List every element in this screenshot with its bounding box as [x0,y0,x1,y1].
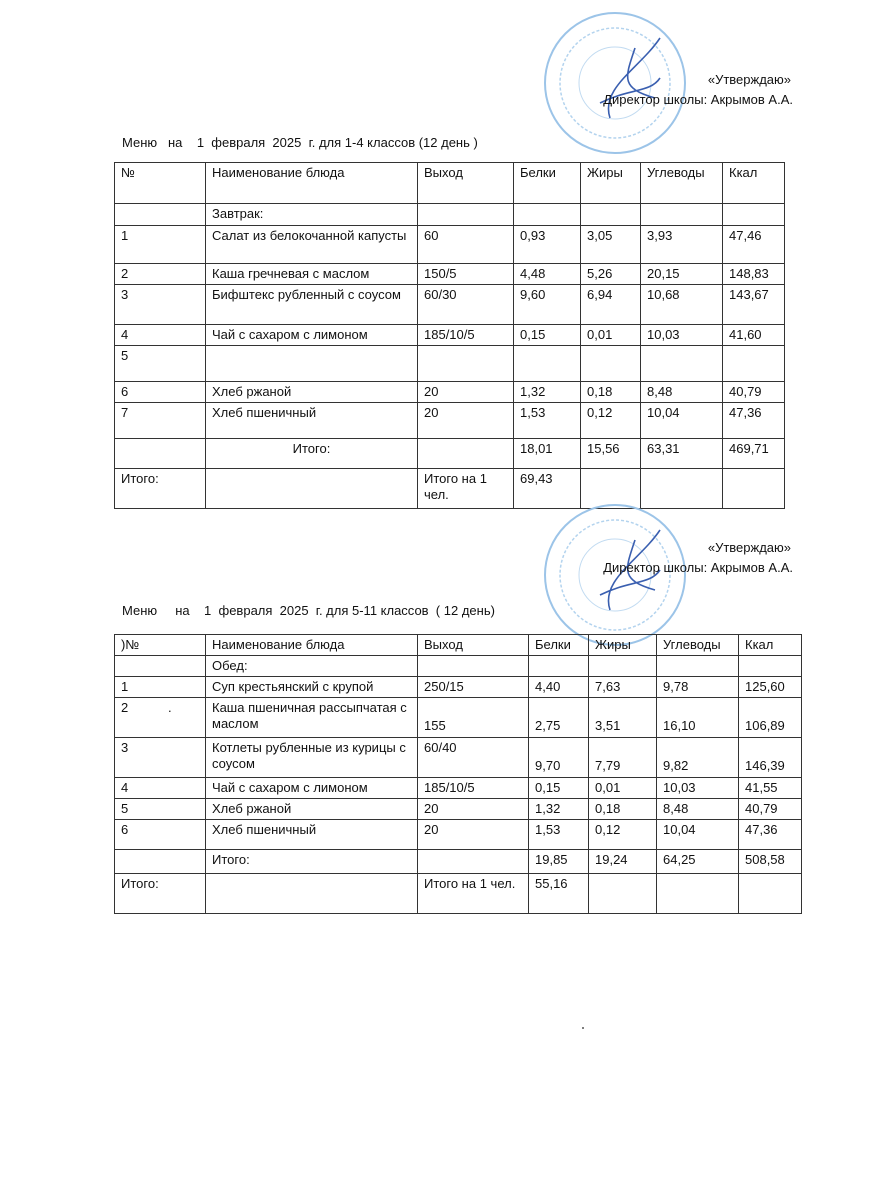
subtotal-label: Итого: [206,850,418,874]
cell-protein: 0,15 [529,778,589,799]
header-number: )№ [115,635,206,656]
table-row [115,382,785,403]
approval-block-1 [603,70,793,110]
cell-carbs: 10,03 [641,325,723,346]
cell-fat: 7,63 [589,677,657,698]
cell-protein: 1,53 [514,403,581,439]
table-row [115,346,785,382]
subtotal-protein: 19,85 [529,850,589,874]
menu-title-2: Меню на 1 февраля 2025 г. для 5-11 классов ( 12 день) [122,603,495,618]
cell-fat: 6,94 [581,285,641,325]
cell-carbs: 10,03 [657,778,739,799]
subtotal-fat: 15,56 [581,439,641,469]
cell-carbs: 16,10 [657,698,739,738]
cell-dish: Хлеб пшеничный [206,403,418,439]
cell-protein: 2,75 [529,698,589,738]
header-kcal: Ккал [739,635,802,656]
cell-number: 6 [115,382,206,403]
cell-number: 7 [115,403,206,439]
menu-table-2 [114,634,802,914]
header-fat: Жиры [581,163,641,204]
header-kcal: Ккал [723,163,785,204]
table-row [115,226,785,264]
cell-output: 185/10/5 [418,325,514,346]
cell-kcal: 47,46 [723,226,785,264]
per-person-value: 69,43 [514,469,581,509]
cell-kcal: 47,36 [723,403,785,439]
header-protein: Белки [529,635,589,656]
section-row [115,656,802,677]
cell-number: 3 [115,738,206,778]
subtotal-row [115,439,785,469]
header-carbs: Углеводы [641,163,723,204]
cell-kcal: 148,83 [723,264,785,285]
approval-heading: «Утверждаю» [707,72,791,87]
header-number: № [115,163,206,204]
cell-dish: Чай с сахаром с лимоном [206,778,418,799]
cell-fat: 0,12 [589,820,657,850]
total-label: Итого: [115,874,206,914]
cell-output: 185/10/5 [418,778,529,799]
cell-carbs: 10,68 [641,285,723,325]
cell-number: 1 [115,677,206,698]
cell-kcal: 47,36 [739,820,802,850]
cell-kcal: 146,39 [739,738,802,778]
cell-protein: 9,70 [529,738,589,778]
table-row [115,285,785,325]
cell-number: 2 . [115,698,206,738]
cell-fat: 7,79 [589,738,657,778]
per-person-label: Итого на 1 чел. [418,874,529,914]
cell-carbs: 9,78 [657,677,739,698]
cell-output: 250/15 [418,677,529,698]
cell-protein [514,346,581,382]
subtotal-kcal: 469,71 [723,439,785,469]
cell-dish: Хлеб пшеничный [206,820,418,850]
subtotal-carbs: 63,31 [641,439,723,469]
approval-director: Директор школы: Акрымов А.А. [603,92,793,107]
cell-dish [206,346,418,382]
cell-kcal: 40,79 [739,799,802,820]
cell-dish: Хлеб ржаной [206,799,418,820]
table-row [115,799,802,820]
cell-number: 5 [115,799,206,820]
cell-carbs: 8,48 [657,799,739,820]
cell-kcal: 143,67 [723,285,785,325]
cell-carbs: 10,04 [641,403,723,439]
cell-fat [581,346,641,382]
cell-fat: 3,05 [581,226,641,264]
total-label: Итого: [115,469,206,509]
table-header-row [115,635,802,656]
approval-block-2 [603,538,793,578]
menu-title-1: Меню на 1 февраля 2025 г. для 1-4 классов (12 день ) [122,135,478,150]
cell-protein: 9,60 [514,285,581,325]
cell-output: 60/30 [418,285,514,325]
cell-number: 6 [115,820,206,850]
per-person-label: Итого на 1 чел. [418,469,514,509]
cell-protein: 0,15 [514,325,581,346]
cell-fat: 0,01 [589,778,657,799]
cell-fat: 5,26 [581,264,641,285]
per-person-value: 55,16 [529,874,589,914]
subtotal-label: Итого: [206,439,418,469]
section-row [115,204,785,226]
subtotal-carbs: 64,25 [657,850,739,874]
cell-carbs: 9,82 [657,738,739,778]
cell-number: 5 [115,346,206,382]
cell-protein: 1,32 [514,382,581,403]
cell-output: 20 [418,403,514,439]
cell-number: 3 [115,285,206,325]
table-header-row [115,163,785,204]
cell-output: 20 [418,382,514,403]
approval-director: Директор школы: Акрымов А.А. [603,560,793,575]
table-row [115,738,802,778]
cell-dish: Чай с сахаром с лимоном [206,325,418,346]
cell-kcal: 41,60 [723,325,785,346]
table-row [115,698,802,738]
cell-kcal: 41,55 [739,778,802,799]
cell-protein: 4,40 [529,677,589,698]
header-carbs: Углеводы [657,635,739,656]
cell-carbs [641,346,723,382]
cell-dish: Бифштекс рубленный с соусом [206,285,418,325]
section-label: Обед: [206,656,418,677]
cell-dish: Салат из белокочанной капусты [206,226,418,264]
subtotal-fat: 19,24 [589,850,657,874]
total-row [115,874,802,914]
cell-carbs: 20,15 [641,264,723,285]
cell-output: 20 [418,820,529,850]
cell-number: 2 [115,264,206,285]
cell-kcal [723,346,785,382]
cell-protein: 0,93 [514,226,581,264]
cell-output: 150/5 [418,264,514,285]
cell-kcal: 125,60 [739,677,802,698]
subtotal-row [115,850,802,874]
menu-table-1 [114,162,785,509]
cell-number: 1 [115,226,206,264]
cell-carbs: 8,48 [641,382,723,403]
cell-kcal: 40,79 [723,382,785,403]
cell-dish: Каша пшеничная рассыпчатая с маслом [206,698,418,738]
stray-mark [582,1027,584,1029]
cell-fat: 0,18 [589,799,657,820]
cell-dish: Хлеб ржаной [206,382,418,403]
cell-output [418,346,514,382]
cell-dish: Каша гречневая с маслом [206,264,418,285]
table-row [115,264,785,285]
cell-protein: 4,48 [514,264,581,285]
table-row [115,325,785,346]
cell-dish: Суп крестьянский с крупой [206,677,418,698]
table-row [115,820,802,850]
approval-heading: «Утверждаю» [707,540,791,555]
header-output: Выход [418,163,514,204]
cell-protein: 1,32 [529,799,589,820]
header-dish: Наименование блюда [206,635,418,656]
cell-output: 60/40 [418,738,529,778]
header-output: Выход [418,635,529,656]
cell-output: 60 [418,226,514,264]
cell-kcal: 106,89 [739,698,802,738]
cell-fat: 3,51 [589,698,657,738]
header-dish: Наименование блюда [206,163,418,204]
cell-number: 4 [115,325,206,346]
cell-number: 4 [115,778,206,799]
cell-protein: 1,53 [529,820,589,850]
cell-carbs: 10,04 [657,820,739,850]
header-protein: Белки [514,163,581,204]
table-row [115,677,802,698]
cell-output: 20 [418,799,529,820]
cell-output: 155 [418,698,529,738]
cell-fat: 0,12 [581,403,641,439]
table-row [115,778,802,799]
cell-dish: Котлеты рубленные из курицы с соусом [206,738,418,778]
subtotal-protein: 18,01 [514,439,581,469]
table-row [115,403,785,439]
cell-carbs: 3,93 [641,226,723,264]
section-label: Завтрак: [206,204,418,226]
cell-fat: 0,01 [581,325,641,346]
cell-fat: 0,18 [581,382,641,403]
header-fat: Жиры [589,635,657,656]
subtotal-kcal: 508,58 [739,850,802,874]
